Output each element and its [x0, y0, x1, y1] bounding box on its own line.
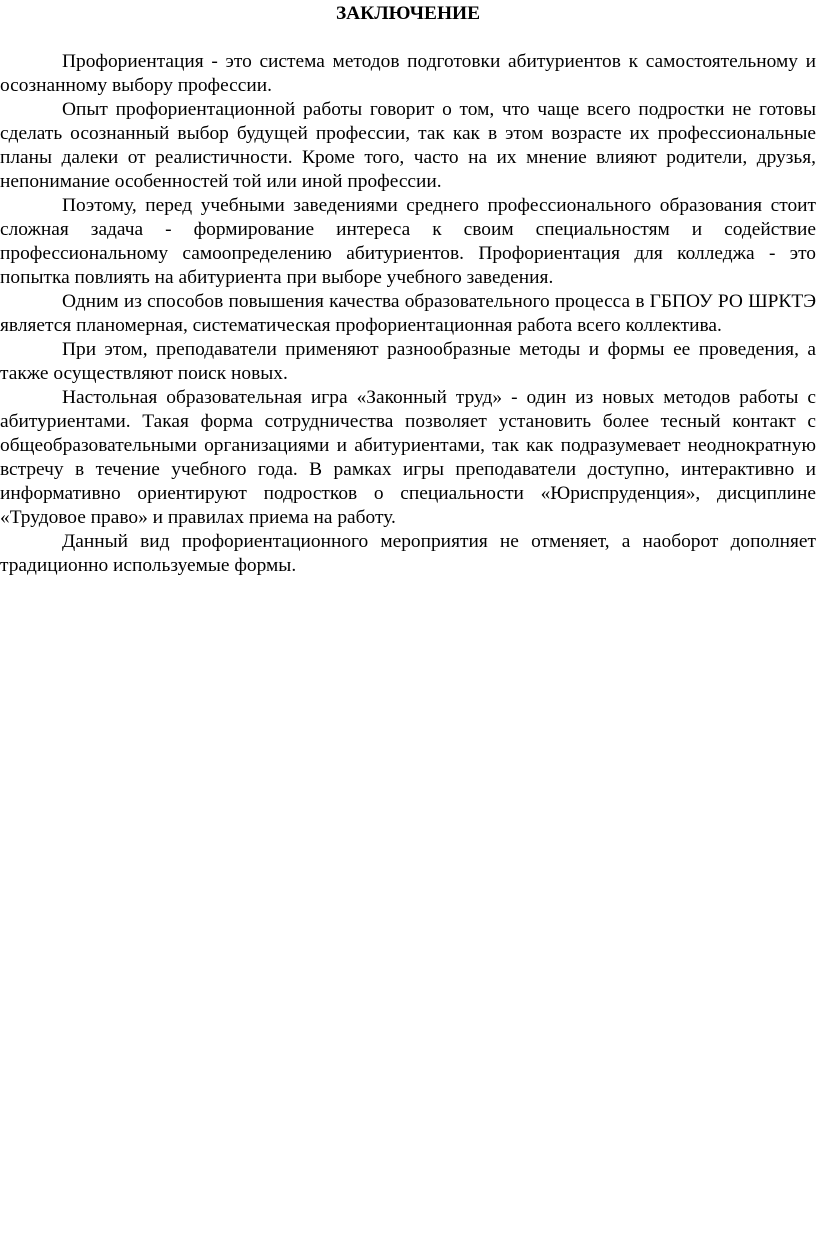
- paragraph-5: При этом, преподаватели применяют разнообразные методы и формы ее проведения, а также осуществляют поиск новых.: [0, 339, 816, 384]
- paragraph-3: Поэтому, перед учебными заведениями среднего профессионального образования стоит сложная задача - формирование интереса к своим специальностям и содействие профессиональному самоопределению абитуриентов. Профориентация для колледжа - это попытка повлиять на абитуриента при выборе учебного заведения.: [0, 195, 816, 288]
- paragraph-6: Настольная образовательная игра «Законный труд» - один из новых методов работы с абитуриентами. Такая форма сотрудничества позволяет установить более тесный контакт с общеобразовательными организациями и абитуриентами, так как подразумевает неоднократную встречу в течение учебного года. В рамках игры преподаватели доступно, интерактивно и информативно ориентируют подростков о специальности «Юриспруденция», дисциплине «Трудовое право» и правилах приема на работу.: [0, 387, 816, 528]
- document-page: [0, 0, 816, 578]
- paragraph-4: Одним из способов повышения качества образовательного процесса в ГБПОУ РО ШРКТЭ является планомерная, систематическая профориентационная работа всего коллектива.: [0, 291, 816, 336]
- paragraph-2: Опыт профориентационной работы говорит о том, что чаще всего подростки не готовы сделать осознанный выбор будущей профессии, так как в этом возрасте их профессиональные планы далеки от реалистичности. Кроме того, часто на их мнение влияют родители, друзья, непонимание особенностей той или иной профессии.: [0, 99, 816, 192]
- document-title: ЗАКЛЮЧЕНИЕ: [335, 3, 481, 24]
- paragraph-1: Профориентация - это система методов подготовки абитуриентов к самостоятельному и осознанному выбору профессии.: [0, 51, 816, 96]
- document-body: [0, 50, 816, 578]
- paragraph-7: Данный вид профориентационного мероприятия не отменяет, а наоборот дополняет традиционно используемые формы.: [0, 531, 816, 576]
